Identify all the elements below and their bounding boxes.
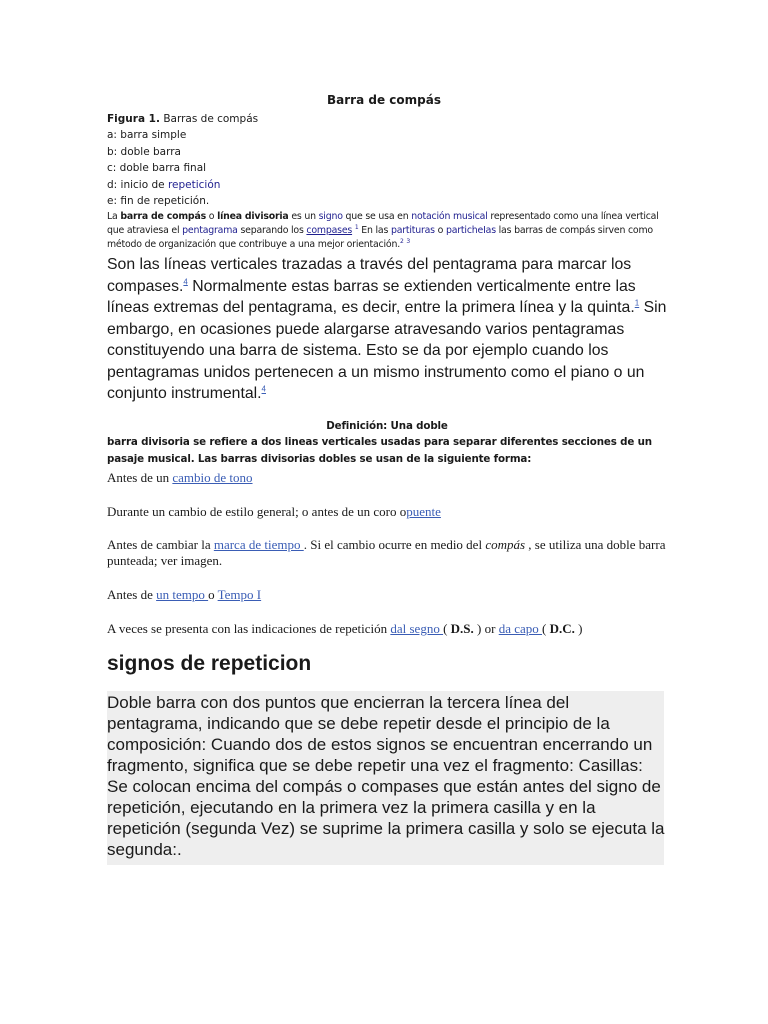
- link-pentagrama[interactable]: pentagrama: [182, 225, 238, 237]
- figure-label: Figura 1.: [107, 113, 160, 125]
- link-notacion-musical[interactable]: notación musical: [411, 211, 488, 222]
- use-item-2: Durante un cambio de estilo general; o antes de un coro opuente: [107, 504, 441, 519]
- use-item-3: Antes de cambiar la marca de tiempo . Si el cambio ocurre en medio del compás , se utiliza una doble barra punteada; ver imagen.: [107, 537, 666, 568]
- link-repeticion[interactable]: repetición: [167, 178, 221, 191]
- figure-item-b: b: doble barra: [107, 145, 181, 158]
- page-title: Barra de compás: [327, 93, 441, 107]
- double-bar-definition: [107, 418, 667, 467]
- figure-caption: Figura 1. Barras de compás: [107, 113, 259, 125]
- link-cambio-de-tono[interactable]: cambio de tono: [172, 470, 253, 485]
- link-un-tempo[interactable]: un tempo: [156, 587, 209, 602]
- section-heading: signos de repeticion: [107, 652, 312, 675]
- use-item-4: Antes de un tempo o Tempo I: [107, 587, 262, 602]
- link-partichelas[interactable]: particheIas: [445, 225, 496, 237]
- main-paragraph: Son las líneas verticales trazadas a través del pentagrama para marcar los compases.$^4$ Normalmente estas barras se extienden verticalmente entre las líneas extremas del pentagrama, es decir, entre la primera línea y la quinta.$^1$ Sin embargo, en ocasiones puede alargarse atravesando varios pentagramas constituyendo una barra de sistema. Esto se da por ejemplo cuando los pentagramas unidos pertenecen a un mismo instrumento como el piano o un conjunto instrumental.$^4$: [107, 256, 667, 402]
- footnote-ref[interactable]: 4: [261, 384, 266, 394]
- definition-paragraph: La barra de compás o línea divisoria es un signo que se usa en notación musical representado como una línea vertical que atraviesa el pentagrama separando los compases $^1$ En las partituras o particheIas las barras de compás sirven como método de organización que contribuye a una mejor orientación.$^2$ $^3$: [107, 211, 659, 251]
- figure-item-e: e: fin de repetición.: [107, 195, 210, 208]
- link-puente[interactable]: puente: [406, 504, 441, 519]
- link-compases[interactable]: compases: [306, 225, 353, 237]
- link-signo[interactable]: signo: [318, 211, 343, 222]
- footnote-ref[interactable]: 3: [406, 238, 411, 246]
- link-dal-segno[interactable]: dal segno: [390, 621, 444, 636]
- footnote-ref[interactable]: 2: [399, 238, 404, 246]
- figure-item-d: d: inicio de repetición: [107, 178, 221, 191]
- footnote-ref[interactable]: 1: [634, 298, 640, 308]
- footnote-ref[interactable]: 4: [183, 277, 188, 287]
- link-partituras[interactable]: partituras: [390, 225, 435, 237]
- link-tempo-i[interactable]: Tempo I: [217, 587, 262, 602]
- use-item-5: A veces se presenta con las indicaciones de repetición dal segno ( D.S. ) or da capo ( D.C. ): [107, 621, 583, 636]
- footnote-ref[interactable]: 1: [354, 224, 359, 232]
- figure-caption-block: [107, 111, 258, 209]
- definition-heading: Definición: Una doble: [326, 420, 448, 432]
- repeat-signs-paragraph: Doble barra con dos puntos que encierran la tercera línea del pentagrama, indicando que se debe repetir desde el principio de la composición: Cuando dos de estos signos se encuentran encerrando un fragmento, significa que se debe repetir una vez el fragmento: Casillas: Se colocan encima del compás o compases que están antes del signo de repetición, ejecutando en la primera vez la primera casilla y en la repetición (segunda Vez) se suprime la primera casilla y solo se ejecuta la segunda:.: [107, 693, 665, 859]
- link-marca-de-tiempo[interactable]: marca de tiempo: [213, 537, 304, 552]
- figure-item-c: c: doble barra final: [107, 162, 207, 175]
- link-da-capo[interactable]: da capo: [498, 621, 543, 636]
- figure-item-a: a: barra simple: [107, 129, 187, 142]
- definition-body: barra divisoria se refiere a dos lineas verticales usadas para separar diferentes secciones de un pasaje musical. Las barras divisorias dobles se usan de la siguiente forma:: [107, 436, 652, 465]
- use-item-1: Antes de un cambio de tono: [107, 470, 253, 485]
